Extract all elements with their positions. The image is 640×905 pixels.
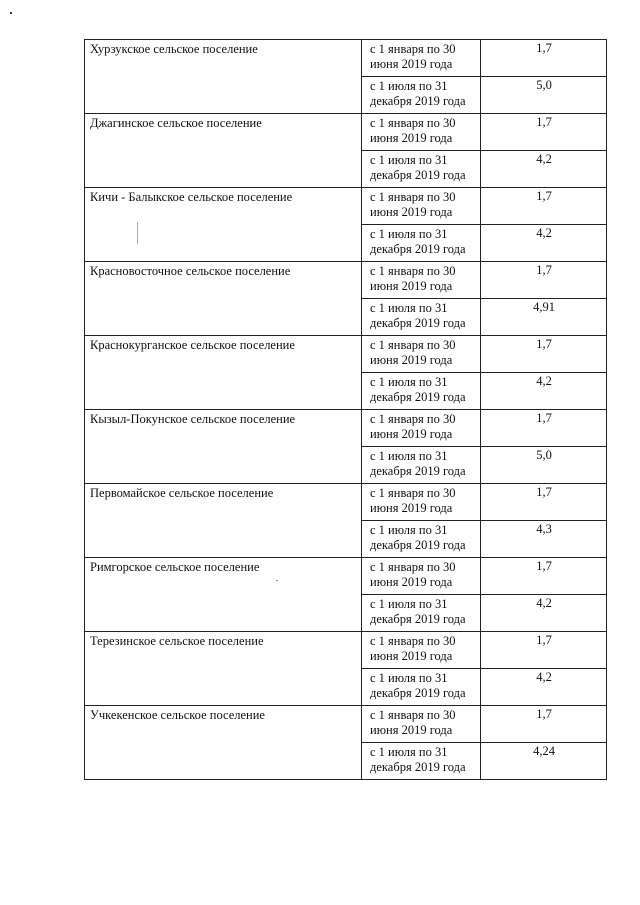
settlement-name: Первомайское сельское поселение (85, 484, 362, 558)
period-start: с 1 января по 30 (370, 486, 456, 500)
settlement-name: Хурзукское сельское поселение (85, 40, 362, 114)
period-start: с 1 января по 30 (370, 560, 456, 574)
table-row (85, 410, 607, 447)
period-start: с 1 июля по 31 (370, 375, 448, 389)
period-cell (362, 188, 481, 225)
period-end: июня 2019 года (370, 723, 453, 737)
period-start: с 1 июля по 31 (370, 671, 448, 685)
period-cell (362, 521, 481, 558)
rate-value: 4,2 (481, 669, 607, 706)
period-end: декабря 2019 года (370, 464, 466, 478)
rate-value: 1,7 (481, 484, 607, 521)
period-cell (362, 336, 481, 373)
period-cell (362, 447, 481, 484)
rate-value: 1,7 (481, 336, 607, 373)
period-start: с 1 января по 30 (370, 264, 456, 278)
rate-value: 4,2 (481, 151, 607, 188)
period-cell (362, 262, 481, 299)
rate-value: 1,7 (481, 188, 607, 225)
period-end: июня 2019 года (370, 131, 453, 145)
period-cell (362, 151, 481, 188)
settlement-name: Красновосточное сельское поселение (85, 262, 362, 336)
period-end: декабря 2019 года (370, 538, 466, 552)
period-end: декабря 2019 года (370, 612, 466, 626)
table-row (85, 114, 607, 151)
table-row (85, 188, 607, 225)
rate-value: 5,0 (481, 77, 607, 114)
period-start: с 1 января по 30 (370, 412, 456, 426)
period-end: декабря 2019 года (370, 686, 466, 700)
period-cell (362, 410, 481, 447)
period-cell (362, 595, 481, 632)
rate-value: 4,2 (481, 225, 607, 262)
rate-value: 1,7 (481, 410, 607, 447)
period-cell (362, 299, 481, 336)
period-end: июня 2019 года (370, 649, 453, 663)
period-end: декабря 2019 года (370, 390, 466, 404)
period-start: с 1 января по 30 (370, 42, 456, 56)
period-start: с 1 июля по 31 (370, 227, 448, 241)
period-end: июня 2019 года (370, 501, 453, 515)
rate-value: 1,7 (481, 558, 607, 595)
table-row (85, 484, 607, 521)
period-end: декабря 2019 года (370, 94, 466, 108)
rate-value: 4,2 (481, 373, 607, 410)
rate-value: 5,0 (481, 447, 607, 484)
period-end: декабря 2019 года (370, 316, 466, 330)
period-cell (362, 225, 481, 262)
scan-speck (10, 12, 12, 14)
table-row (85, 706, 607, 743)
table-row (85, 336, 607, 373)
table-row (85, 40, 607, 77)
table-row (85, 558, 607, 595)
table-row (85, 262, 607, 299)
period-end: июня 2019 года (370, 279, 453, 293)
settlement-name: Краснокурганское сельское поселение (85, 336, 362, 410)
period-cell (362, 373, 481, 410)
period-end: июня 2019 года (370, 57, 453, 71)
period-cell (362, 632, 481, 669)
period-cell (362, 114, 481, 151)
period-cell (362, 706, 481, 743)
period-start: с 1 января по 30 (370, 634, 456, 648)
period-end: июня 2019 года (370, 353, 453, 367)
period-start: с 1 июля по 31 (370, 597, 448, 611)
period-start: с 1 июля по 31 (370, 449, 448, 463)
table-row (85, 632, 607, 669)
settlement-name: Римгорское сельское поселение (85, 558, 362, 632)
rate-value: 4,24 (481, 743, 607, 780)
period-start: с 1 января по 30 (370, 338, 456, 352)
settlement-name: Кичи - Балыкское сельское поселение (85, 188, 362, 262)
period-cell (362, 40, 481, 77)
period-start: с 1 июля по 31 (370, 79, 448, 93)
period-end: декабря 2019 года (370, 242, 466, 256)
period-start: с 1 января по 30 (370, 190, 456, 204)
settlement-name: Терезинское сельское поселение (85, 632, 362, 706)
period-end: декабря 2019 года (370, 168, 466, 182)
period-end: июня 2019 года (370, 205, 453, 219)
rate-value: 4,91 (481, 299, 607, 336)
rate-value: 1,7 (481, 262, 607, 299)
period-end: июня 2019 года (370, 427, 453, 441)
period-start: с 1 июля по 31 (370, 153, 448, 167)
period-cell (362, 669, 481, 706)
period-end: декабря 2019 года (370, 760, 466, 774)
period-end: июня 2019 года (370, 575, 453, 589)
period-start: с 1 января по 30 (370, 708, 456, 722)
period-cell (362, 743, 481, 780)
rate-value: 1,7 (481, 114, 607, 151)
settlement-name: Джагинское сельское поселение (85, 114, 362, 188)
period-cell (362, 77, 481, 114)
period-start: с 1 июля по 31 (370, 745, 448, 759)
rate-value: 1,7 (481, 40, 607, 77)
settlement-name: Кызыл-Покунское сельское поселение (85, 410, 362, 484)
tax-rate-table (84, 39, 607, 780)
period-start: с 1 января по 30 (370, 116, 456, 130)
period-start: с 1 июля по 31 (370, 523, 448, 537)
period-cell (362, 484, 481, 521)
period-start: с 1 июля по 31 (370, 301, 448, 315)
settlement-name: Учкекенское сельское поселение (85, 706, 362, 780)
rate-value: 4,2 (481, 595, 607, 632)
rate-value: 4,3 (481, 521, 607, 558)
period-cell (362, 558, 481, 595)
rate-value: 1,7 (481, 706, 607, 743)
rate-value: 1,7 (481, 632, 607, 669)
